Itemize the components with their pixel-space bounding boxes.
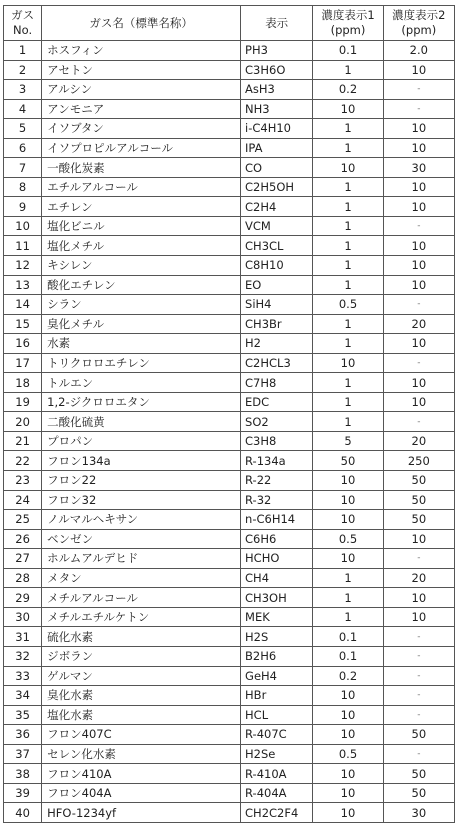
- gas-no-cell: 29: [4, 588, 42, 608]
- concentration-1-cell: 0.1: [313, 646, 383, 666]
- formula-cell: H2: [241, 334, 313, 354]
- table-row: [4, 783, 455, 803]
- gas-no-cell: 18: [4, 373, 42, 393]
- gas-no-cell: 38: [4, 764, 42, 784]
- gas-no-cell: 30: [4, 607, 42, 627]
- formula-cell: C3H6O: [241, 60, 313, 80]
- formula-cell: H2Se: [241, 744, 313, 764]
- formula-cell: CH2C2F4: [241, 803, 313, 823]
- concentration-2-cell: -: [383, 80, 454, 100]
- formula-cell: CO: [241, 158, 313, 178]
- table-row: [4, 744, 455, 764]
- concentration-2-cell: 20: [383, 431, 454, 451]
- table-row: [4, 197, 455, 217]
- gas-no-cell: 13: [4, 275, 42, 295]
- concentration-2-cell: 10: [383, 177, 454, 197]
- gas-no-cell: 24: [4, 490, 42, 510]
- gas-no-cell: 28: [4, 568, 42, 588]
- table-row: [4, 431, 455, 451]
- gas-no-cell: 6: [4, 138, 42, 158]
- formula-cell: MEK: [241, 607, 313, 627]
- table-row: [4, 686, 455, 706]
- gas-name-cell: 臭化水素: [42, 686, 241, 706]
- gas-name-cell: エチルアルコール: [42, 177, 241, 197]
- formula-cell: SiH4: [241, 295, 313, 315]
- gas-name-cell: フロン22: [42, 471, 241, 491]
- concentration-1-cell: 5: [313, 431, 383, 451]
- table-row: [4, 646, 455, 666]
- concentration-2-cell: 10: [383, 197, 454, 217]
- table-row: [4, 705, 455, 725]
- formula-cell: C2HCL3: [241, 353, 313, 373]
- concentration-1-cell: 1: [313, 256, 383, 276]
- header-concentration-1: [313, 6, 383, 41]
- formula-cell: AsH3: [241, 80, 313, 100]
- concentration-2-cell: 10: [383, 138, 454, 158]
- gas-name-cell: イソブタン: [42, 119, 241, 139]
- concentration-1-cell: 1: [313, 177, 383, 197]
- gas-name-cell: イソプロピルアルコール: [42, 138, 241, 158]
- gas-name-cell: フロン404A: [42, 783, 241, 803]
- concentration-2-cell: -: [383, 549, 454, 569]
- table-row: [4, 275, 455, 295]
- concentration-1-cell: 50: [313, 451, 383, 471]
- table-row: [4, 490, 455, 510]
- concentration-2-cell: 30: [383, 803, 454, 823]
- header-gas-no-line1: ガス: [11, 8, 35, 22]
- formula-cell: B2H6: [241, 646, 313, 666]
- formula-cell: n-C6H14: [241, 510, 313, 530]
- gas-no-cell: 25: [4, 510, 42, 530]
- gas-name-cell: ジボラン: [42, 646, 241, 666]
- concentration-2-cell: 20: [383, 568, 454, 588]
- gas-concentration-table: [3, 5, 455, 823]
- gas-no-cell: 34: [4, 686, 42, 706]
- concentration-2-cell: -: [383, 99, 454, 119]
- formula-cell: GeH4: [241, 666, 313, 686]
- table-row: [4, 314, 455, 334]
- concentration-2-cell: 10: [383, 529, 454, 549]
- concentration-2-cell: 2.0: [383, 41, 454, 61]
- concentration-1-cell: 1: [313, 216, 383, 236]
- gas-no-cell: 12: [4, 256, 42, 276]
- formula-cell: CH4: [241, 568, 313, 588]
- gas-name-cell: トルエン: [42, 373, 241, 393]
- gas-name-cell: ホスフィン: [42, 41, 241, 61]
- formula-cell: HCL: [241, 705, 313, 725]
- gas-name-cell: ノルマルヘキサン: [42, 510, 241, 530]
- gas-name-cell: メチルアルコール: [42, 588, 241, 608]
- table-row: [4, 803, 455, 823]
- concentration-2-cell: -: [383, 666, 454, 686]
- gas-no-cell: 2: [4, 60, 42, 80]
- gas-name-cell: ホルムアルデヒド: [42, 549, 241, 569]
- gas-name-cell: 水素: [42, 334, 241, 354]
- table-row: [4, 236, 455, 256]
- formula-cell: C8H10: [241, 256, 313, 276]
- gas-no-cell: 23: [4, 471, 42, 491]
- concentration-1-cell: 10: [313, 725, 383, 745]
- concentration-2-cell: -: [383, 353, 454, 373]
- formula-cell: EO: [241, 275, 313, 295]
- gas-name-cell: 塩化メチル: [42, 236, 241, 256]
- gas-no-cell: 4: [4, 99, 42, 119]
- gas-name-cell: プロパン: [42, 431, 241, 451]
- header-gas-no-line2: No.: [13, 23, 33, 37]
- formula-cell: IPA: [241, 138, 313, 158]
- gas-name-cell: 一酸化炭素: [42, 158, 241, 178]
- gas-name-cell: フロン134a: [42, 451, 241, 471]
- gas-name-cell: 1,2-ジクロロエタン: [42, 392, 241, 412]
- formula-cell: R-32: [241, 490, 313, 510]
- gas-no-cell: 9: [4, 197, 42, 217]
- table-row: [4, 256, 455, 276]
- header-concentration-1-line2: (ppm): [330, 23, 366, 37]
- header-concentration-2-line1: 濃度表示2: [392, 8, 446, 22]
- gas-no-cell: 8: [4, 177, 42, 197]
- concentration-1-cell: 0.5: [313, 744, 383, 764]
- concentration-2-cell: 50: [383, 490, 454, 510]
- concentration-1-cell: 1: [313, 60, 383, 80]
- gas-no-cell: 33: [4, 666, 42, 686]
- formula-cell: NH3: [241, 99, 313, 119]
- gas-name-cell: シラン: [42, 295, 241, 315]
- gas-name-cell: フロン32: [42, 490, 241, 510]
- concentration-2-cell: -: [383, 744, 454, 764]
- concentration-2-cell: 10: [383, 607, 454, 627]
- concentration-1-cell: 1: [313, 568, 383, 588]
- gas-name-cell: アンモニア: [42, 99, 241, 119]
- concentration-2-cell: 250: [383, 451, 454, 471]
- concentration-2-cell: -: [383, 686, 454, 706]
- table-row: [4, 177, 455, 197]
- gas-name-cell: メチルエチルケトン: [42, 607, 241, 627]
- concentration-2-cell: 20: [383, 314, 454, 334]
- gas-name-cell: 塩化ビニル: [42, 216, 241, 236]
- table-row: [4, 41, 455, 61]
- header-concentration-2-line2: (ppm): [401, 23, 437, 37]
- table-row: [4, 666, 455, 686]
- formula-cell: H2S: [241, 627, 313, 647]
- table-row: [4, 353, 455, 373]
- gas-name-cell: メタン: [42, 568, 241, 588]
- table-row: [4, 510, 455, 530]
- table-row: [4, 588, 455, 608]
- gas-name-cell: ベンゼン: [42, 529, 241, 549]
- header-gas-name: ガス名（標準名称）: [42, 6, 241, 41]
- table-body: [4, 41, 455, 823]
- formula-cell: C2H4: [241, 197, 313, 217]
- concentration-1-cell: 0.2: [313, 80, 383, 100]
- table-row: [4, 568, 455, 588]
- formula-cell: R-404A: [241, 783, 313, 803]
- table-row: [4, 295, 455, 315]
- concentration-1-cell: 0.2: [313, 666, 383, 686]
- gas-no-cell: 14: [4, 295, 42, 315]
- gas-no-cell: 31: [4, 627, 42, 647]
- concentration-1-cell: 0.5: [313, 529, 383, 549]
- formula-cell: CH3OH: [241, 588, 313, 608]
- concentration-1-cell: 10: [313, 803, 383, 823]
- concentration-1-cell: 1: [313, 236, 383, 256]
- formula-cell: CH3CL: [241, 236, 313, 256]
- gas-name-cell: フロン410A: [42, 764, 241, 784]
- table-row: [4, 138, 455, 158]
- concentration-2-cell: 10: [383, 588, 454, 608]
- formula-cell: R-407C: [241, 725, 313, 745]
- concentration-2-cell: 50: [383, 510, 454, 530]
- concentration-1-cell: 1: [313, 607, 383, 627]
- gas-no-cell: 27: [4, 549, 42, 569]
- header-gas-no: [4, 6, 42, 41]
- header-concentration-2: [383, 6, 454, 41]
- concentration-2-cell: -: [383, 627, 454, 647]
- table-row: [4, 60, 455, 80]
- concentration-2-cell: 50: [383, 783, 454, 803]
- concentration-1-cell: 10: [313, 353, 383, 373]
- concentration-2-cell: 10: [383, 392, 454, 412]
- gas-no-cell: 20: [4, 412, 42, 432]
- formula-cell: CH3Br: [241, 314, 313, 334]
- concentration-2-cell: -: [383, 295, 454, 315]
- gas-name-cell: 二酸化硫黄: [42, 412, 241, 432]
- concentration-1-cell: 10: [313, 686, 383, 706]
- formula-cell: i-C4H10: [241, 119, 313, 139]
- concentration-1-cell: 10: [313, 783, 383, 803]
- concentration-2-cell: 10: [383, 275, 454, 295]
- concentration-2-cell: 50: [383, 725, 454, 745]
- header-formula: 表示: [241, 6, 313, 41]
- gas-name-cell: アルシン: [42, 80, 241, 100]
- formula-cell: R-22: [241, 471, 313, 491]
- table-row: [4, 99, 455, 119]
- gas-name-cell: トリクロロエチレン: [42, 353, 241, 373]
- gas-table-container: [3, 5, 455, 823]
- gas-no-cell: 17: [4, 353, 42, 373]
- concentration-1-cell: 1: [313, 275, 383, 295]
- concentration-2-cell: -: [383, 646, 454, 666]
- gas-name-cell: フロン407C: [42, 725, 241, 745]
- table-row: [4, 216, 455, 236]
- table-row: [4, 158, 455, 178]
- concentration-2-cell: 50: [383, 471, 454, 491]
- gas-name-cell: 酸化エチレン: [42, 275, 241, 295]
- gas-no-cell: 3: [4, 80, 42, 100]
- gas-no-cell: 21: [4, 431, 42, 451]
- concentration-2-cell: 50: [383, 764, 454, 784]
- gas-no-cell: 11: [4, 236, 42, 256]
- concentration-2-cell: 30: [383, 158, 454, 178]
- concentration-1-cell: 1: [313, 392, 383, 412]
- concentration-1-cell: 10: [313, 549, 383, 569]
- gas-no-cell: 35: [4, 705, 42, 725]
- table-row: [4, 373, 455, 393]
- gas-no-cell: 10: [4, 216, 42, 236]
- table-row: [4, 549, 455, 569]
- table-row: [4, 471, 455, 491]
- concentration-2-cell: 10: [383, 334, 454, 354]
- table-row: [4, 725, 455, 745]
- concentration-1-cell: 1: [313, 588, 383, 608]
- concentration-2-cell: 10: [383, 119, 454, 139]
- gas-name-cell: セレン化水素: [42, 744, 241, 764]
- concentration-1-cell: 0.5: [313, 295, 383, 315]
- formula-cell: C2H5OH: [241, 177, 313, 197]
- gas-no-cell: 19: [4, 392, 42, 412]
- gas-no-cell: 39: [4, 783, 42, 803]
- table-row: [4, 412, 455, 432]
- formula-cell: C3H8: [241, 431, 313, 451]
- gas-no-cell: 1: [4, 41, 42, 61]
- gas-no-cell: 7: [4, 158, 42, 178]
- concentration-1-cell: 10: [313, 764, 383, 784]
- gas-no-cell: 32: [4, 646, 42, 666]
- formula-cell: VCM: [241, 216, 313, 236]
- gas-name-cell: ゲルマン: [42, 666, 241, 686]
- concentration-1-cell: 1: [313, 314, 383, 334]
- gas-name-cell: 臭化メチル: [42, 314, 241, 334]
- concentration-2-cell: -: [383, 412, 454, 432]
- gas-no-cell: 15: [4, 314, 42, 334]
- concentration-2-cell: -: [383, 705, 454, 725]
- gas-no-cell: 36: [4, 725, 42, 745]
- header-concentration-1-line1: 濃度表示1: [321, 8, 375, 22]
- concentration-1-cell: 10: [313, 490, 383, 510]
- concentration-1-cell: 1: [313, 373, 383, 393]
- formula-cell: HCHO: [241, 549, 313, 569]
- gas-name-cell: アセトン: [42, 60, 241, 80]
- gas-no-cell: 26: [4, 529, 42, 549]
- table-row: [4, 627, 455, 647]
- concentration-2-cell: 10: [383, 60, 454, 80]
- concentration-2-cell: 10: [383, 236, 454, 256]
- gas-no-cell: 16: [4, 334, 42, 354]
- table-row: [4, 764, 455, 784]
- gas-name-cell: 塩化水素: [42, 705, 241, 725]
- concentration-1-cell: 10: [313, 471, 383, 491]
- table-row: [4, 451, 455, 471]
- gas-no-cell: 5: [4, 119, 42, 139]
- gas-no-cell: 40: [4, 803, 42, 823]
- concentration-1-cell: 1: [313, 334, 383, 354]
- table-row: [4, 334, 455, 354]
- formula-cell: C7H8: [241, 373, 313, 393]
- concentration-1-cell: 10: [313, 705, 383, 725]
- formula-cell: HBr: [241, 686, 313, 706]
- table-row: [4, 80, 455, 100]
- concentration-1-cell: 10: [313, 99, 383, 119]
- concentration-2-cell: -: [383, 216, 454, 236]
- table-row: [4, 119, 455, 139]
- table-row: [4, 607, 455, 627]
- formula-cell: C6H6: [241, 529, 313, 549]
- concentration-2-cell: 10: [383, 373, 454, 393]
- table-row: [4, 392, 455, 412]
- concentration-1-cell: 0.1: [313, 41, 383, 61]
- header-row: [4, 6, 455, 41]
- formula-cell: PH3: [241, 41, 313, 61]
- gas-no-cell: 37: [4, 744, 42, 764]
- table-row: [4, 529, 455, 549]
- concentration-1-cell: 10: [313, 510, 383, 530]
- formula-cell: EDC: [241, 392, 313, 412]
- concentration-1-cell: 1: [313, 197, 383, 217]
- concentration-1-cell: 10: [313, 158, 383, 178]
- concentration-1-cell: 0.1: [313, 627, 383, 647]
- formula-cell: R-410A: [241, 764, 313, 784]
- gas-name-cell: キシレン: [42, 256, 241, 276]
- formula-cell: R-134a: [241, 451, 313, 471]
- gas-name-cell: 硫化水素: [42, 627, 241, 647]
- gas-no-cell: 22: [4, 451, 42, 471]
- gas-name-cell: エチレン: [42, 197, 241, 217]
- table-header: [4, 6, 455, 41]
- formula-cell: SO2: [241, 412, 313, 432]
- concentration-1-cell: 1: [313, 138, 383, 158]
- concentration-1-cell: 1: [313, 119, 383, 139]
- gas-name-cell: HFO-1234yf: [42, 803, 241, 823]
- concentration-1-cell: 1: [313, 412, 383, 432]
- concentration-2-cell: 10: [383, 256, 454, 276]
